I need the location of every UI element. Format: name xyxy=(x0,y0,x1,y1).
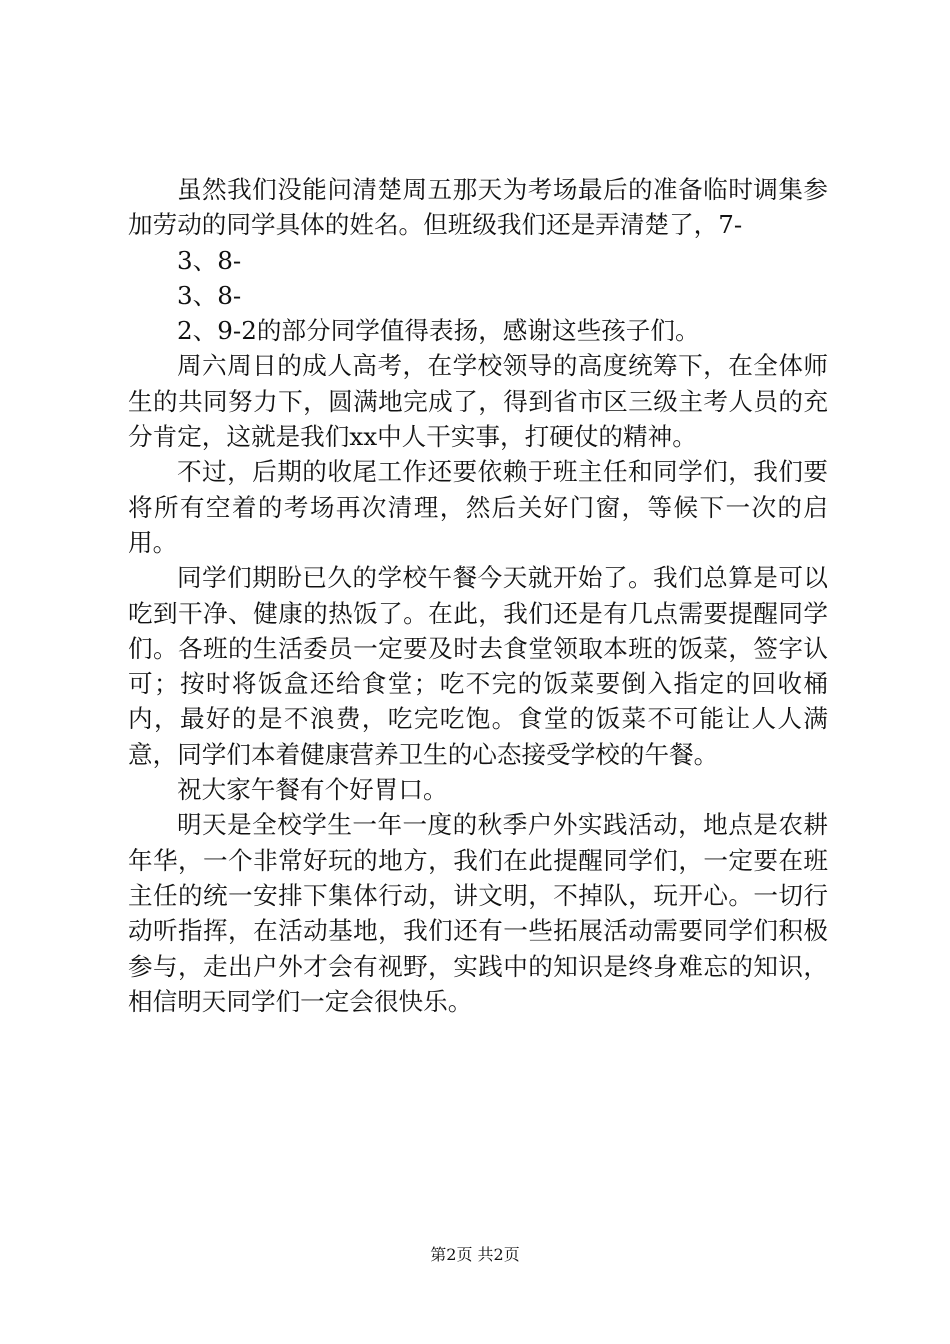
paragraph-9: 明天是全校学生一年一度的秋季户外实践活动，地点是农耕年华，一个非常好玩的地方，我们在此提醒同学们，一定要在班主任的统一安排下集体行动，讲文明，不掉队，玩开心。一切行动听指挥，在活动基地，我们还有一些拓展活动需要同学们积极参与，走出户外才会有视野，实践中的知识是终身难忘的知识，相信明天同学们一定会很快乐。 xyxy=(128,810,828,1016)
paragraph-4: 2、9-2的部分同学值得表扬，感谢这些孩子们。 xyxy=(177,316,700,346)
paragraph-7: 同学们期盼已久的学校午餐今天就开始了。我们总算是可以吃到干净、健康的热饭了。在此，我们还是有几点需要提醒同学们。各班的生活委员一定要及时去食堂领取本班的饭菜，签字认可；按时将饭盒还给食堂；吃不完的饭菜要倒入指定的回收桶内，最好的是不浪费，吃完吃饱。食堂的饭菜不可能让人人满意，同学们本着健康营养卫生的心态接受学校的午餐。 xyxy=(128,563,828,769)
page-footer: 第2页 共2页 xyxy=(430,1245,520,1264)
paragraph-1: 虽然我们没能问清楚周五那天为考场最后的准备临时调集参加劳动的同学具体的姓名。但班级我们还是弄清楚了，7- xyxy=(128,175,828,240)
paragraph-6: 不过，后期的收尾工作还要依赖于班主任和同学们，我们要将所有空着的考场再次清理，然后关好门窗，等候下一次的启用。 xyxy=(128,457,828,557)
paragraph-5: 周六周日的成人高考，在学校领导的高度统筹下，在全体师生的共同努力下，圆满地完成了，得到省市区三级主考人员的充分肯定，这就是我们xx中人干实事，打硬仗的精神。 xyxy=(128,351,828,452)
document-body xyxy=(128,172,828,1019)
paragraph-2: 3、8- xyxy=(177,245,242,275)
paragraph-8: 祝大家午餐有个好胃口。 xyxy=(177,775,448,805)
paragraph-3: 3、8- xyxy=(177,280,242,310)
